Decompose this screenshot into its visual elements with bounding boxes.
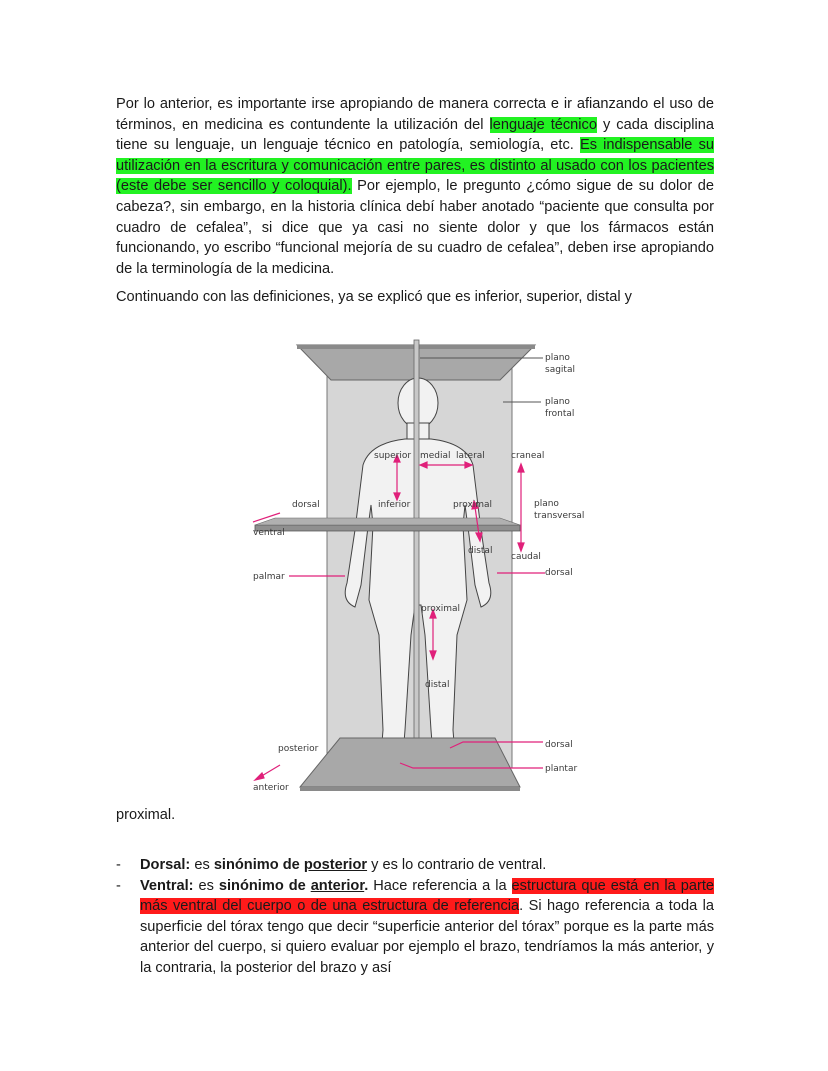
bullet-dash: - bbox=[116, 857, 121, 873]
label-inferior: inferior bbox=[378, 500, 411, 510]
label-palmar: palmar bbox=[253, 572, 285, 582]
highlight-green: Es indispensable su utilización en la escritura y comunicación entre pares, es distinto al usado con los pacientes (este debe ser sencillo y coloquial). bbox=[116, 137, 714, 195]
list-item-dorsal bbox=[116, 855, 714, 876]
bullet-dash: - bbox=[116, 877, 121, 894]
bold-run: . bbox=[364, 877, 369, 894]
anatomical-diagram bbox=[245, 335, 595, 795]
text-run: y cada disciplina tiene su lenguaje, un lenguaje técnico en patología, semiología, etc. bbox=[116, 116, 714, 154]
label-proximal-leg: proximal bbox=[421, 604, 461, 614]
label-dorsal: dorsal bbox=[292, 500, 320, 510]
highlight-green: lenguaje técnico bbox=[489, 116, 597, 133]
text-run: . Si hago referencia a toda la superficie del tórax tengo que decir “superficie anterior del tórax” porque es la parte más anterior del cuerpo, si quiero evaluar por ejemplo el brazo, tendríamos la más anterior, y la contraria, la posterior del brazo y así bbox=[140, 898, 714, 976]
term-dorsal: Dorsal: bbox=[140, 857, 191, 873]
list-item-ventral bbox=[116, 876, 714, 979]
label-plano-sagital-2: sagital bbox=[545, 365, 575, 375]
underlined-term: posterior bbox=[303, 857, 368, 873]
label-plantar: plantar bbox=[545, 764, 578, 774]
label-proximal-arm: proximal bbox=[453, 500, 493, 510]
label-plano-frontal: plano bbox=[545, 397, 570, 407]
label-plano-sagital: plano bbox=[545, 353, 570, 363]
sagittal-plane bbox=[414, 340, 419, 788]
bold-run: sinónimo de bbox=[218, 877, 311, 894]
highlight-red: estructura que está en la parte más ventral del cuerpo o de una estructura de referencia bbox=[140, 877, 715, 915]
bold-run: sinónimo de bbox=[213, 857, 304, 873]
term-ventral: Ventral: bbox=[140, 877, 194, 894]
label-plano-transversal: plano bbox=[534, 499, 559, 509]
paragraph-technical-language bbox=[116, 94, 714, 279]
label-dorsal-foot: dorsal bbox=[545, 740, 573, 750]
anatomical-planes-figure bbox=[245, 335, 595, 795]
label-posterior: posterior bbox=[278, 744, 319, 754]
continuation-text: proximal. bbox=[116, 807, 176, 823]
paragraph-continuation bbox=[116, 805, 714, 826]
label-caudal: caudal bbox=[511, 552, 541, 562]
label-lateral: lateral bbox=[456, 451, 485, 461]
transverse-plane bbox=[255, 525, 520, 531]
underlined-term: anterior bbox=[310, 877, 365, 894]
label-plano-transversal-2: transversal bbox=[534, 511, 585, 521]
text-run: Por lo anterior, es importante irse apropiando de manera correcta e ir afianzando el uso de términos, en medicina es contundente la utilización del bbox=[116, 96, 714, 133]
label-ventral: ventral bbox=[253, 528, 285, 538]
label-dorsal-hand: dorsal bbox=[545, 568, 573, 578]
paragraph-definitions: Continuando con las definiciones, ya se explicó que es inferior, superior, distal y bbox=[116, 289, 632, 306]
label-superior: superior bbox=[374, 451, 412, 461]
text-run: Por ejemplo, le pregunto ¿cómo sigue de su dolor de cabeza?, sin embargo, en la historia clínica debí haber anotado “paciente que consulta por cuadro de cefalea”, si dice que ya casi no siente dolor y que los fármacos están funcionando, yo escribo “funcional mejoría de su cuadro de cefalea”, deben irse apropiando de la terminología de la medicina. bbox=[116, 178, 714, 277]
text-run: y es lo contrario de ventral. bbox=[367, 857, 547, 873]
label-medial: medial bbox=[420, 451, 451, 461]
label-distal-leg: distal bbox=[425, 680, 450, 690]
text-run: Hace referencia a la bbox=[368, 877, 512, 894]
text-run: es bbox=[193, 877, 219, 894]
definitions-list bbox=[116, 855, 714, 979]
label-distal-arm: distal bbox=[468, 546, 493, 556]
text-run: es bbox=[190, 857, 214, 873]
label-craneal: craneal bbox=[511, 451, 545, 461]
label-plano-frontal-2: frontal bbox=[545, 409, 575, 419]
label-anterior: anterior bbox=[253, 783, 289, 793]
document-page bbox=[116, 94, 714, 308]
